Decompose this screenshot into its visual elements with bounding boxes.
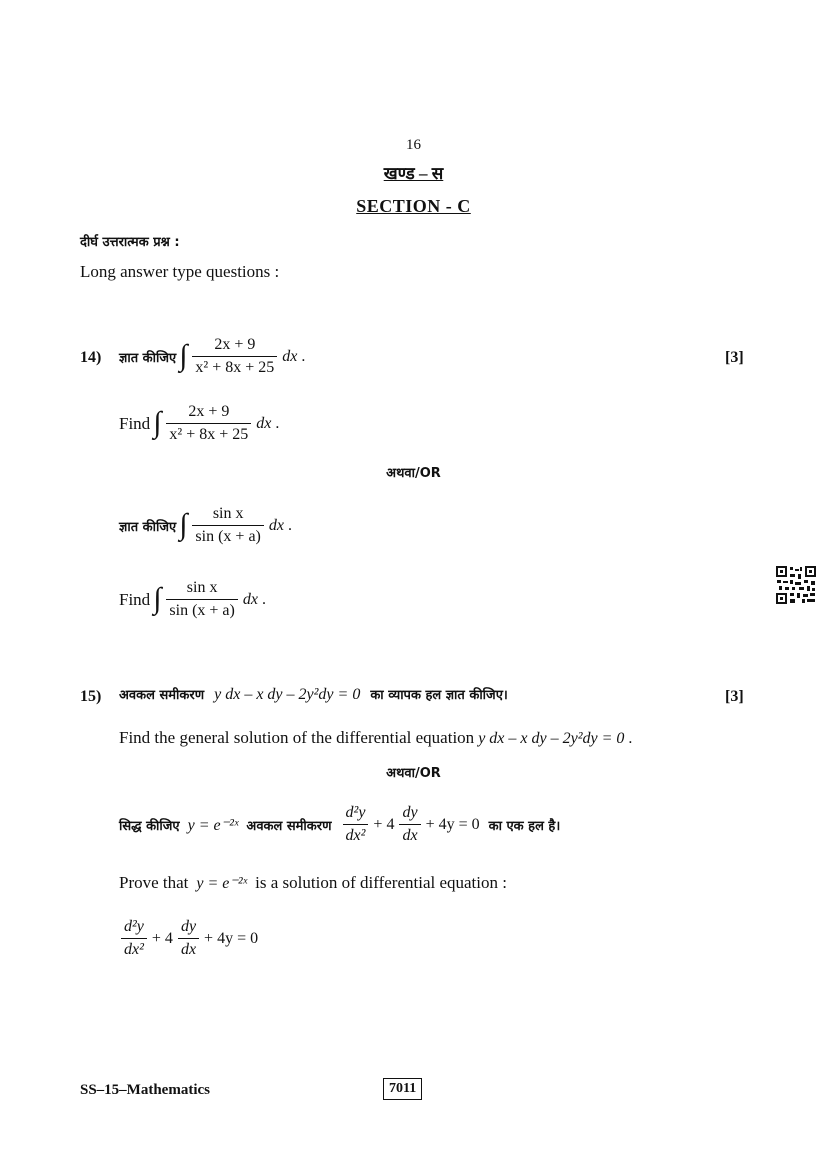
question-15-marks: [3] <box>725 688 744 705</box>
page-number: 16 <box>406 137 421 153</box>
second-derivative-num: d²y <box>345 804 366 821</box>
question-14-alt-hindi: ज्ञात कीजिए ∫ $\frac{\text{sin x}}{\sin (x + a)}$ dx . <box>119 505 292 545</box>
first-derivative-den: dx <box>402 827 418 844</box>
question-number-15: 15) <box>80 688 102 705</box>
differential: dx <box>242 590 258 608</box>
q15-alt-hindi-a: सिद्ध कीजिए <box>119 818 180 834</box>
q15-hindi-b: का व्यापक हल ज्ञात कीजिए। <box>370 688 508 703</box>
q15-english-text: Find the general solution of the differential equation <box>119 728 475 747</box>
first-derivative-num: dy <box>402 804 418 821</box>
or-divider: अथवा/OR <box>386 766 441 781</box>
fraction-denominator: x² + 8x + 25 <box>192 356 277 377</box>
fraction-denominator: x² + 8x + 25 <box>166 423 251 444</box>
second-derivative-den: dx² <box>124 941 144 958</box>
fraction-denominator: sin (x + a) <box>192 525 263 546</box>
q15-hindi-a: अवकल समीकरण <box>119 688 205 703</box>
q15-alt-english-a: Prove that <box>119 873 189 892</box>
differential-equation: y dx – x dy – 2y²dy = 0 <box>478 730 625 747</box>
equation-tail: + 4y = 0 <box>204 929 259 947</box>
question-15-hindi <box>119 685 508 704</box>
heading-hindi: दीर्घ उत्तरात्मक प्रश्न : <box>80 235 180 250</box>
first-derivative-num: dy <box>180 918 197 935</box>
q14-alt-hindi-prefix: ज्ञात कीजिए <box>119 519 177 535</box>
differential: dx <box>256 414 272 432</box>
differential-equation: y dx – x dy – 2y²dy = 0 <box>214 686 361 703</box>
fraction-numerator: 2x + 9 <box>188 403 230 420</box>
second-derivative-den: dx² <box>345 827 366 844</box>
q15-alt-hindi-c: का एक हल है। <box>488 818 561 834</box>
first-derivative-den: dx <box>180 941 197 958</box>
q14-alt-english-prefix: Find <box>119 589 151 609</box>
solution-function: y = e⁻²ˣ <box>196 875 248 892</box>
solution-function: y = e⁻²ˣ <box>187 816 239 834</box>
question-15-english: Find the general solution of the differential equation y dx – x dy – 2y²dy = 0 . <box>119 728 633 747</box>
q15-alt-hindi-b: अवकल समीकरण <box>246 818 332 834</box>
fraction-numerator: 2x + 9 <box>214 336 256 353</box>
or-divider: अथवा/OR <box>386 466 441 481</box>
qr-code-icon <box>776 566 816 604</box>
integral-sign: ∫ <box>179 507 188 541</box>
q15-alt-english-b: is a solution of differential equation : <box>255 873 507 892</box>
integral-sign: ∫ <box>153 581 162 615</box>
plus-four: + 4 <box>373 815 395 833</box>
fraction-numerator: sin x <box>212 505 244 522</box>
question-15-alt-hindi <box>119 804 560 845</box>
question-14-marks: [3] <box>725 349 744 366</box>
q14-hindi-prefix: ज्ञात कीजिए <box>119 350 177 366</box>
question-15-alt-english <box>119 873 507 893</box>
equation-tail: + 4y = 0 <box>425 815 480 833</box>
differential: dx <box>268 516 284 534</box>
plus-four: + 4 <box>151 929 173 947</box>
fraction-denominator: sin (x + a) <box>166 599 237 620</box>
question-number-14: 14) <box>80 349 102 366</box>
integral-sign: ∫ <box>153 405 162 439</box>
booklet-code: 7011 <box>383 1078 422 1100</box>
section-title: SECTION - C <box>356 196 471 216</box>
fraction-numerator: sin x <box>186 579 218 596</box>
q14-english-prefix: Find <box>119 413 151 433</box>
integral-sign: ∫ <box>179 338 188 372</box>
differential: dx <box>282 347 298 365</box>
section-title-hindi: खण्ड – स <box>383 164 444 183</box>
paper-code: SS–15–Mathematics <box>80 1082 210 1098</box>
question-14-english: Find ∫ $\frac{2x + 9}{\text{x² + 8x + 25}}$ dx . <box>119 403 280 443</box>
second-derivative-num: d²y <box>124 918 144 935</box>
question-14-hindi: ज्ञात कीजिए ∫ $\frac{2x + 9}{\text{x² + 8x + 25}}$ dx . <box>119 336 306 376</box>
differential-equation-display <box>119 918 258 959</box>
heading-english: Long answer type questions : <box>80 262 280 281</box>
question-14-alt-english: Find ∫ $\frac{\text{sin x}}{\sin (x + a)}$ dx . <box>119 579 266 619</box>
